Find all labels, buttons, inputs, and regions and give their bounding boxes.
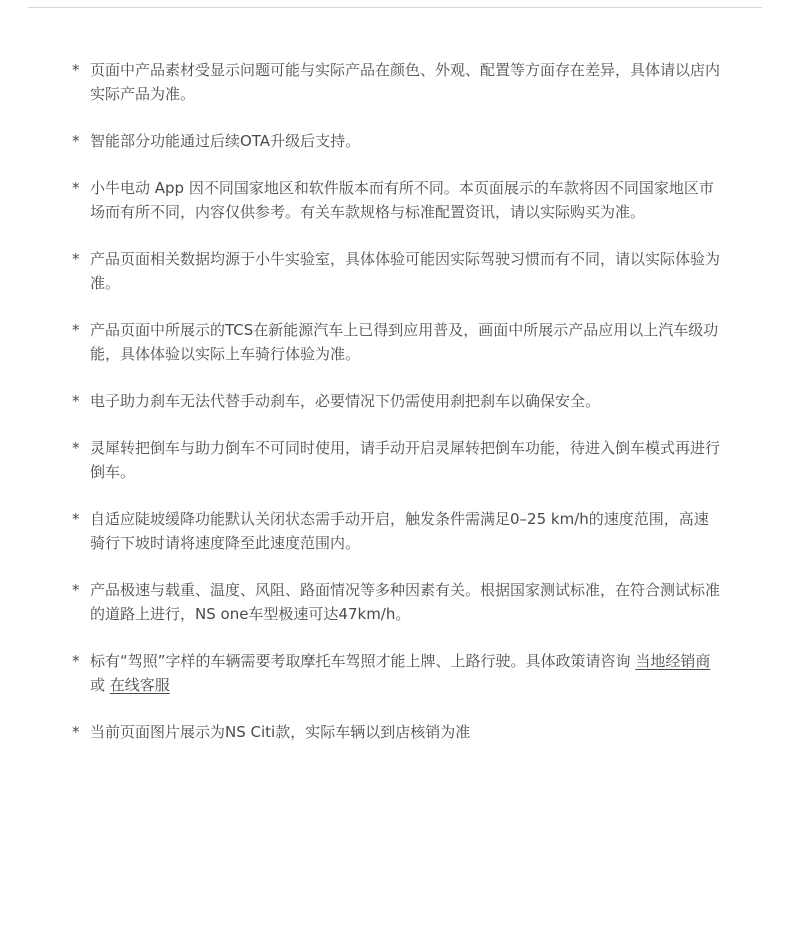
asterisk-bullet: * xyxy=(72,510,80,528)
disclaimer-item xyxy=(72,318,722,366)
disclaimer-item xyxy=(72,436,722,484)
asterisk-bullet: * xyxy=(72,723,80,741)
asterisk-bullet: * xyxy=(72,132,80,150)
asterisk-bullet: * xyxy=(72,179,80,197)
asterisk-bullet: * xyxy=(72,392,80,410)
license-note-text: 标有“驾照”字样的车辆需要考取摩托车驾照才能上牌、上路行驶。具体政策请咨询 xyxy=(90,652,636,670)
asterisk-bullet: * xyxy=(72,581,80,599)
disclaimer-item xyxy=(72,58,722,106)
disclaimer-item xyxy=(72,649,722,697)
disclaimer-text: 小牛电动 App 因不同国家地区和软件版本而有所不同。本页面展示的车款将因不同国家地区市场而有所不同，内容仅供参考。有关车款规格与标准配置资讯，请以实际购买为准。 xyxy=(90,179,714,221)
disclaimer-item xyxy=(72,578,722,626)
disclaimer-text: 产品页面相关数据均源于小牛实验室，具体体验可能因实际驾驶习惯而有不同，请以实际体验为准。 xyxy=(90,250,721,292)
asterisk-bullet: * xyxy=(72,61,80,79)
disclaimer-text: 页面中产品素材受显示问题可能与实际产品在颜色、外观、配置等方面存在差异，具体请以店内实际产品为准。 xyxy=(90,61,721,103)
disclaimer-item xyxy=(72,247,722,295)
disclaimer-text: 电子助力刹车无法代替手动刹车，必要情况下仍需使用刹把刹车以确保安全。 xyxy=(90,392,601,410)
disclaimer-text: 产品极速与载重、温度、风阻、路面情况等多种因素有关。根据国家测试标准，在符合测试标准的道路上进行，NS one车型极速可达47km/h。 xyxy=(90,581,721,623)
local-dealer-link[interactable]: 当地经销商 xyxy=(635,652,711,670)
disclaimer-item xyxy=(72,129,722,153)
disclaimer-list xyxy=(72,58,722,767)
asterisk-bullet: * xyxy=(72,321,80,339)
disclaimer-text: 灵犀转把倒车与助力倒车不可同时使用，请手动开启灵犀转把倒车功能，待进入倒车模式再进行倒车。 xyxy=(90,439,721,481)
disclaimer-text: 当前页面图片展示为NS Citi款，实际车辆以到店核销为准 xyxy=(90,723,471,741)
asterisk-bullet: * xyxy=(72,250,80,268)
disclaimer-text xyxy=(90,649,722,697)
disclaimer-text: 产品页面中所展示的TCS在新能源汽车上已得到应用普及，画面中所展示产品应用以上汽车级功能，具体体验以实际上车骑行体验为准。 xyxy=(90,321,719,363)
top-divider xyxy=(28,7,762,8)
disclaimer-text: 智能部分功能通过后续OTA升级后支持。 xyxy=(90,132,361,150)
online-service-link[interactable]: 在线客服 xyxy=(109,676,170,694)
disclaimer-text: 自适应陡坡缓降功能默认关闭状态需手动开启，触发条件需满足0–25 km/h的速度范围，高速骑行下坡时请将速度降至此速度范围内。 xyxy=(90,510,709,552)
disclaimer-item xyxy=(72,389,722,413)
disclaimer-item xyxy=(72,176,722,224)
disclaimer-item xyxy=(72,507,722,555)
disclaimer-item xyxy=(72,720,722,744)
asterisk-bullet: * xyxy=(72,652,80,670)
asterisk-bullet: * xyxy=(72,439,80,457)
or-separator: 或 xyxy=(90,676,110,694)
